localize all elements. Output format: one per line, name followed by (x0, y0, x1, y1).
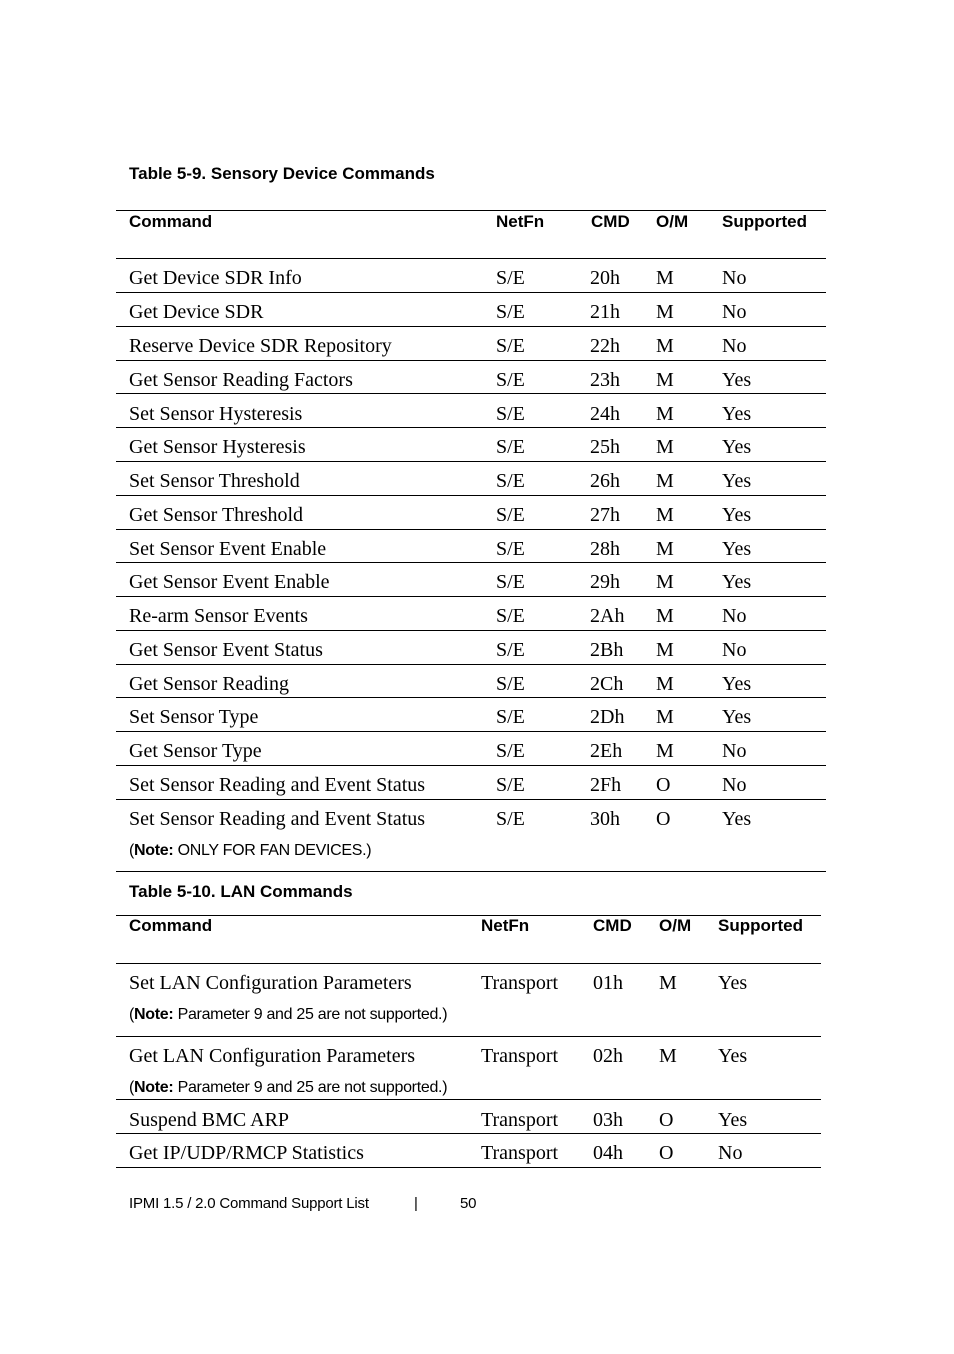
cell-netfn: S/E (496, 436, 525, 458)
cell-netfn: Transport (481, 972, 559, 994)
footer-separator: | (414, 1195, 418, 1212)
cell-command: Get Sensor Threshold (129, 504, 304, 526)
header-command: Command (129, 212, 213, 231)
cell-supported: Yes (722, 808, 752, 830)
cell-command: Get Sensor Hysteresis (129, 436, 306, 458)
cell-netfn: S/E (496, 605, 525, 627)
cell-command: Set Sensor Reading and Event Status (129, 808, 426, 830)
table-5-9-caption: Table 5-9. Sensory Device Commands (129, 164, 435, 183)
cell-cmd: 26h (590, 470, 620, 492)
header-supported: Supported (722, 212, 807, 231)
cell-om: M (656, 673, 674, 695)
cell-om: M (656, 403, 674, 425)
cell-cmd: 04h (593, 1142, 623, 1164)
row-divider (116, 461, 826, 462)
cell-om: M (656, 571, 674, 593)
fan-devices-note: (Note: ONLY FOR FAN DEVICES.) (129, 842, 372, 859)
cell-om: M (656, 436, 674, 458)
cell-command: Get Sensor Reading Factors (129, 369, 353, 391)
header-netfn: NetFn (496, 212, 545, 231)
cell-cmd: 2Fh (590, 774, 622, 796)
row-divider (116, 697, 826, 698)
cell-om: M (656, 740, 674, 762)
cell-command: Get Sensor Event Status (129, 639, 323, 661)
cell-cmd: 28h (590, 538, 620, 560)
cell-supported: Yes (718, 1109, 748, 1131)
cell-netfn: S/E (496, 639, 525, 661)
parameter-note: (Note: Parameter 9 and 25 are not supported.) (129, 1006, 448, 1023)
cell-netfn: S/E (496, 808, 525, 830)
cell-supported: Yes (722, 706, 752, 728)
row-divider (116, 326, 826, 327)
row-divider (116, 596, 826, 597)
row-divider (116, 427, 826, 428)
cell-cmd: 20h (590, 267, 620, 289)
cell-supported: No (722, 605, 747, 627)
row-divider (116, 1133, 821, 1134)
cell-om: M (656, 267, 674, 289)
parameter-note: (Note: Parameter 9 and 25 are not supported.) (129, 1079, 448, 1096)
cell-command: Set Sensor Threshold (129, 470, 300, 492)
cell-command: Re-arm Sensor Events (129, 605, 308, 627)
cell-command: Set Sensor Reading and Event Status (129, 774, 426, 796)
row-divider (116, 529, 826, 530)
cell-supported: No (722, 774, 747, 796)
cell-netfn: S/E (496, 740, 525, 762)
cell-command: Get Device SDR Info (129, 267, 302, 289)
cell-om: M (656, 301, 674, 323)
cell-om: M (656, 504, 674, 526)
header-om: O/M (659, 916, 692, 935)
cell-command: Set Sensor Type (129, 706, 259, 728)
cell-om: M (656, 335, 674, 357)
cell-command: Set Sensor Hysteresis (129, 403, 303, 425)
cell-om: M (656, 706, 674, 728)
header-netfn: NetFn (481, 916, 530, 935)
cell-supported: No (718, 1142, 743, 1164)
row-divider (116, 731, 826, 732)
row-divider (116, 765, 826, 766)
cell-cmd: 23h (590, 369, 620, 391)
cell-supported: Yes (718, 972, 748, 994)
cell-command: Get Sensor Event Enable (129, 571, 330, 593)
cell-netfn: Transport (481, 1109, 559, 1131)
cell-netfn: S/E (496, 538, 525, 560)
cell-netfn: S/E (496, 571, 525, 593)
cell-command: Suspend BMC ARP (129, 1109, 290, 1131)
row-divider (116, 495, 826, 496)
table-5-10-caption: Table 5-10. LAN Commands (129, 882, 353, 901)
cell-netfn: S/E (496, 335, 525, 357)
cell-om: O (659, 1142, 674, 1164)
cell-supported: No (722, 639, 747, 661)
cell-cmd: 25h (590, 436, 620, 458)
cell-cmd: 02h (593, 1045, 623, 1067)
cell-netfn: S/E (496, 369, 525, 391)
cell-cmd: 2Eh (590, 740, 623, 762)
row-divider (116, 562, 826, 563)
cell-supported: Yes (722, 470, 752, 492)
header-command: Command (129, 916, 213, 935)
cell-cmd: 21h (590, 301, 620, 323)
cell-om: M (656, 605, 674, 627)
cell-command: Set Sensor Event Enable (129, 538, 327, 560)
cell-supported: No (722, 335, 747, 357)
cell-command: Get Sensor Reading (129, 673, 289, 695)
cell-netfn: S/E (496, 706, 525, 728)
header-cmd: CMD (591, 212, 630, 231)
cell-supported: No (722, 301, 747, 323)
cell-cmd: 27h (590, 504, 620, 526)
table-rule (116, 963, 821, 964)
cell-netfn: S/E (496, 470, 525, 492)
cell-om: O (656, 808, 671, 830)
row-divider (116, 1099, 821, 1100)
cell-supported: Yes (722, 436, 752, 458)
cell-command: Get IP/UDP/RMCP Statistics (129, 1142, 364, 1164)
row-divider (116, 292, 826, 293)
row-divider (116, 360, 826, 361)
cell-om: M (656, 538, 674, 560)
cell-cmd: 22h (590, 335, 620, 357)
cell-om: O (659, 1109, 674, 1131)
cell-netfn: S/E (496, 774, 525, 796)
cell-supported: Yes (722, 673, 752, 695)
row-divider (116, 630, 826, 631)
cell-supported: Yes (722, 504, 752, 526)
cell-cmd: 01h (593, 972, 623, 994)
table-rule (116, 210, 826, 211)
cell-netfn: S/E (496, 504, 525, 526)
table-rule (116, 258, 826, 259)
cell-supported: Yes (718, 1045, 748, 1067)
cell-om: M (656, 369, 674, 391)
row-divider (116, 871, 826, 872)
cell-netfn: S/E (496, 301, 525, 323)
cell-command: Get Sensor Type (129, 740, 262, 762)
cell-command: Reserve Device SDR Repository (129, 335, 392, 357)
row-divider (116, 393, 826, 394)
cell-cmd: 2Ch (590, 673, 624, 695)
page-number: 50 (460, 1195, 477, 1212)
cell-om: M (659, 1045, 677, 1067)
row-divider (116, 1036, 821, 1037)
cell-supported: Yes (722, 538, 752, 560)
cell-supported: No (722, 740, 747, 762)
cell-cmd: 2Bh (590, 639, 624, 661)
cell-cmd: 2Ah (590, 605, 625, 627)
cell-supported: Yes (722, 369, 752, 391)
cell-netfn: Transport (481, 1142, 559, 1164)
cell-om: M (656, 639, 674, 661)
cell-netfn: S/E (496, 673, 525, 695)
cell-om: M (656, 470, 674, 492)
cell-command: Get Device SDR (129, 301, 264, 323)
cell-supported: Yes (722, 571, 752, 593)
header-supported: Supported (718, 916, 803, 935)
table-rule (116, 915, 821, 916)
cell-netfn: Transport (481, 1045, 559, 1067)
row-divider (116, 664, 826, 665)
row-divider (116, 1167, 821, 1168)
cell-om: O (656, 774, 671, 796)
header-cmd: CMD (593, 916, 632, 935)
cell-command: Set LAN Configuration Parameters (129, 972, 412, 994)
cell-om: M (659, 972, 677, 994)
cell-netfn: S/E (496, 267, 525, 289)
cell-netfn: S/E (496, 403, 525, 425)
footer-title: IPMI 1.5 / 2.0 Command Support List (129, 1195, 369, 1212)
cell-cmd: 30h (590, 808, 620, 830)
row-divider (116, 799, 826, 800)
header-om: O/M (656, 212, 689, 231)
cell-supported: No (722, 267, 747, 289)
cell-command: Get LAN Configuration Parameters (129, 1045, 416, 1067)
cell-cmd: 29h (590, 571, 620, 593)
cell-cmd: 03h (593, 1109, 623, 1131)
cell-cmd: 2Dh (590, 706, 625, 728)
cell-cmd: 24h (590, 403, 620, 425)
cell-supported: Yes (722, 403, 752, 425)
